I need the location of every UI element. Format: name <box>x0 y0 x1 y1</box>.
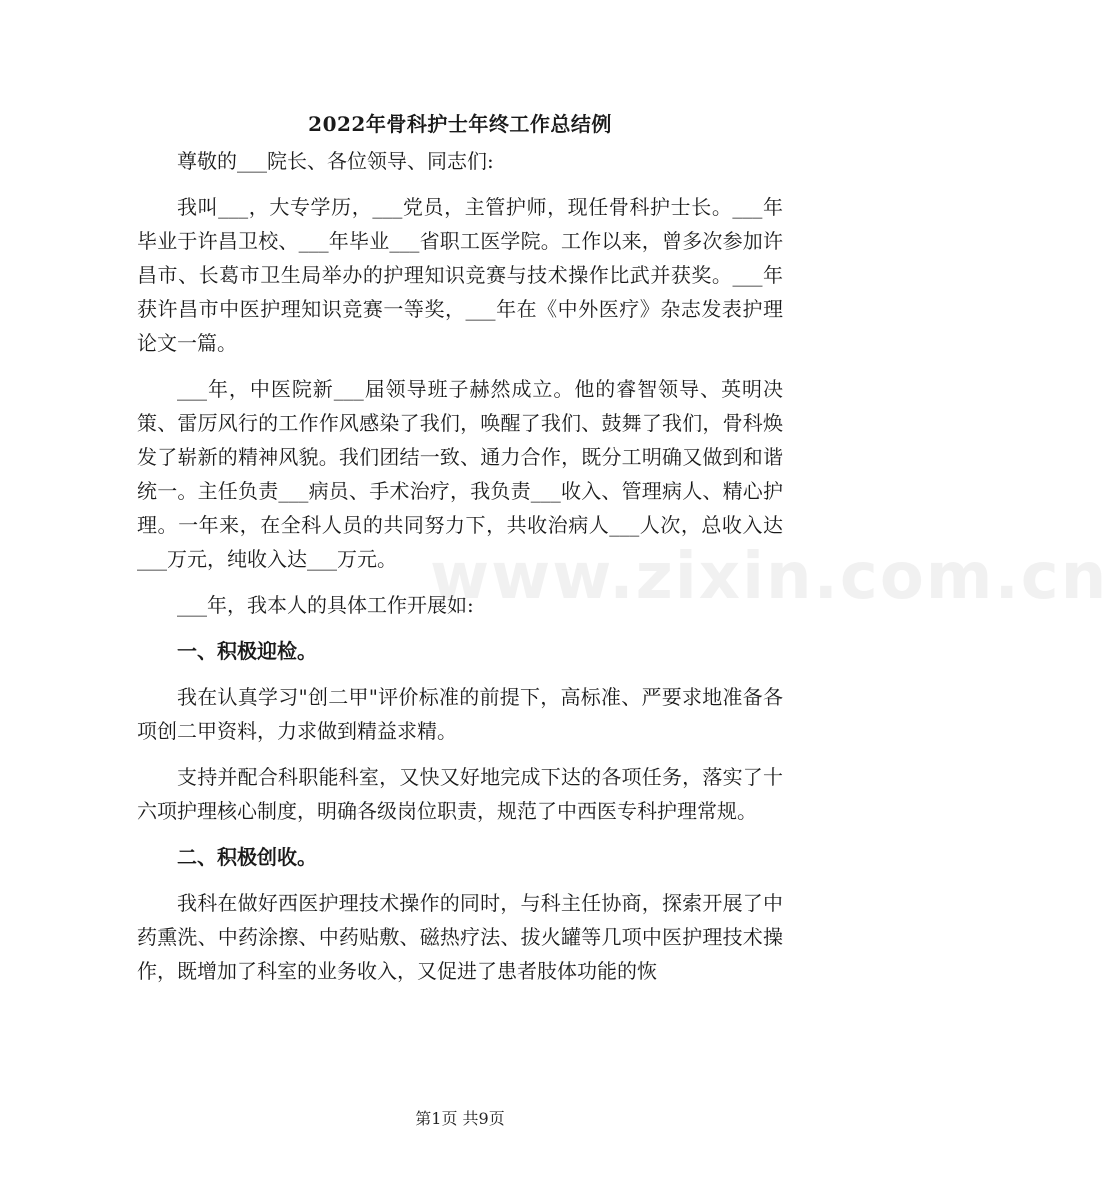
salutation: 尊敬的___院长、各位领导、同志们: <box>177 149 494 173</box>
paragraph-team: ___年，中医院新___届领导班子赫然成立。他的睿智领导、英明决策、雷厉风行的工作作风感染了我们，唤醒了我们、鼓舞了我们，骨科焕发了崭新的精神风貌。我们团结一致、通力合作，既分工明确又做到和谐统一。主任负责___病员、手术治疗，我负责___收入、管理病人、精心护理。一年来，在全科人员的共同努力下，共收治病人___人次，总收入达___万元，纯收入达___万元。 <box>137 377 783 571</box>
section-heading-inspection: 一、积极迎检。 <box>177 639 317 663</box>
paragraph-introduction: 我叫___，大专学历，___党员，主管护师，现任骨科护士长。___年毕业于许昌卫校、___年毕业___省职工医学院。工作以来，曾多次参加许昌市、长葛市卫生局举办的护理知识竞赛与技术操作比武并获奖。___年获许昌市中医护理知识竞赛一等奖，___年在《中外医疗》杂志发表护理论文一篇。 <box>137 195 783 355</box>
paragraph-revenue-1: 我科在做好西医护理技术操作的同时，与科主任协商，探索开展了中药熏洗、中药涂擦、中药贴敷、磁热疗法、拔火罐等几项中医护理技术操作，既增加了科室的业务收入，又促进了患者肢体功能的恢 <box>137 891 783 983</box>
document-body <box>137 104 783 1000</box>
section-heading-revenue: 二、积极创收。 <box>177 845 317 869</box>
document-title: 2022年骨科护士年终工作总结例 <box>308 112 612 136</box>
paragraph-inspection-1: 我在认真学习"创二甲"评价标准的前提下，高标准、严要求地准备各项创二甲资料，力求做到精益求精。 <box>137 685 783 743</box>
paragraph-inspection-2: 支持并配合科职能科室，又快又好地完成下达的各项任务，落实了十六项护理核心制度，明确各级岗位职责，规范了中西医专科护理常规。 <box>137 765 783 823</box>
watermark: www.zixin.com.cn <box>430 540 1108 614</box>
page-number: 第1页 共9页 <box>415 1109 505 1128</box>
paragraph-work-intro: ___年，我本人的具体工作开展如: <box>177 593 474 617</box>
